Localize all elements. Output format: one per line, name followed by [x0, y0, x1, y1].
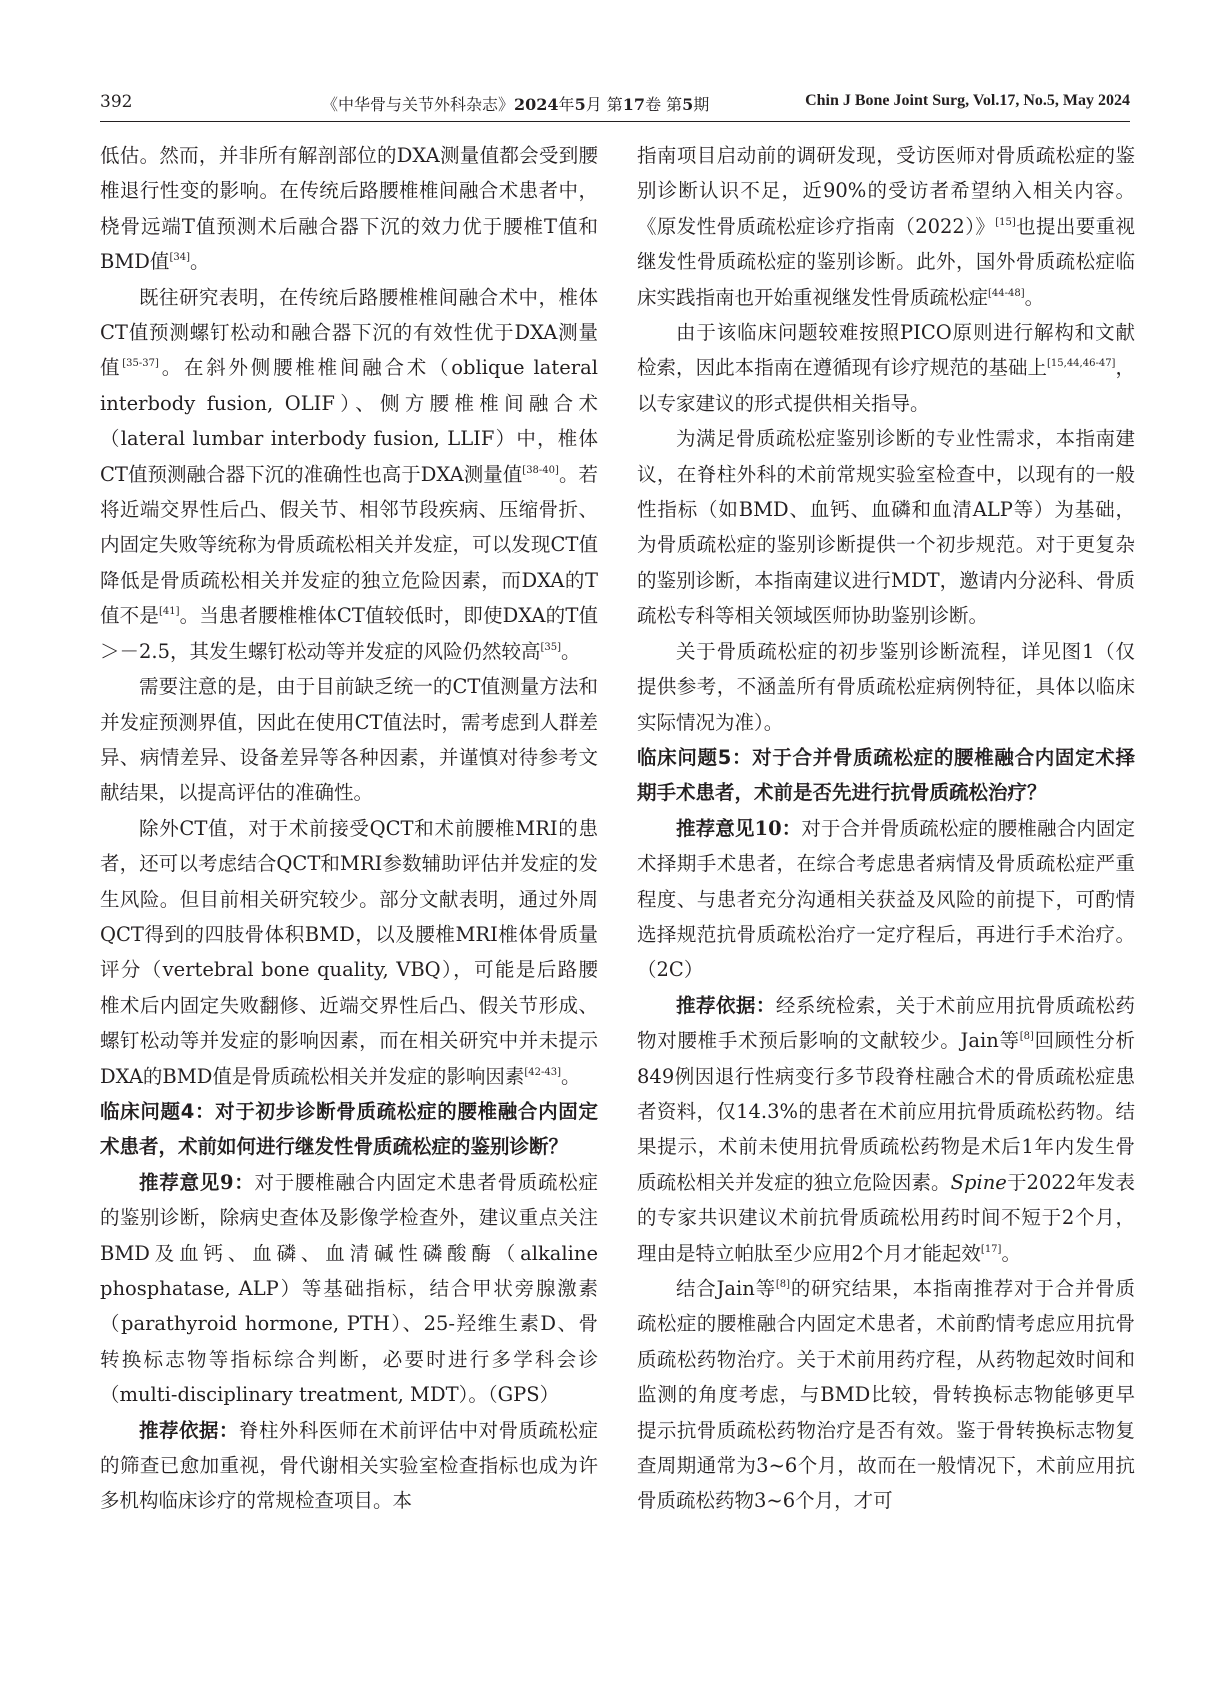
citation: [44-48] [988, 287, 1025, 299]
citation: [41] [158, 606, 180, 618]
citation: [17] [980, 1243, 1002, 1255]
recommendation-9: 推荐意见9：对于腰椎融合内固定术患者骨质疏松症的鉴别诊断，除病史查体及影像学检查外，建议重点关注BMD及血钙、血磷、血清碱性磷酸酶（alkaline phosphatase, ALP）等基础指标，结合甲状旁腺激素（parathyroid hormone, PTH）、25-羟维生素D、骨转换标志物等指标综合判断，必要时进行多学科会诊（multi-disciplinary treatment, MDT）。（GPS） [100, 1170, 598, 1407]
journal-citation-en: Chin J Bone Joint Surg, Vol.17, No.5, May 2024 [805, 92, 1130, 109]
citation: [35] [540, 641, 562, 653]
citation: [35-37] [122, 358, 159, 370]
recommendation-basis: 推荐依据：经系统检索，关于术前应用抗骨质疏松药物对腰椎手术预后影响的文献较少。Jain等[8]回顾性分析849例因退行性病变行多节段脊柱融合术的骨质疏松症患者资料，仅14.3%的患者在术前应用抗骨质疏松药物。结果提示，术前未使用抗骨质疏松药物是术后1年内发生骨质疏松相关并发症的独立危险因素。Spine于2022年发表的专家共识建议术前抗骨质疏松用药时间不短于2个月，理由是特立帕肽至少应用2个月才能起效[17]。 [637, 993, 1135, 1265]
citation: [34] [169, 252, 190, 264]
citation: [8] [775, 1279, 791, 1290]
citation: [8] [1019, 1031, 1034, 1043]
recommendation-basis: 推荐依据：脊柱外科医师在术前评估中对骨质疏松症的筛查已愈加重视，骨代谢相关实验室检查指标也成为许多机构临床诊疗的常规检查项目。本 [100, 1418, 598, 1513]
clinical-question-4-heading: 临床问题4：对于初步诊断骨质疏松症的腰椎融合内固定术患者，术前如何进行继发性骨质疏松症的鉴别诊断？ [100, 1099, 598, 1159]
recommendation-10: 推荐意见10：对于合并骨质疏松症的腰椎融合内固定术择期手术患者，在综合考虑患者病情及骨质疏松症严重程度、与患者充分沟通相关获益及风险的前提下，可酌情选择规范抗骨质疏松治疗一定疗程后，再进行手术治疗。（2C） [637, 816, 1135, 982]
journal-citation-cn: 《中华骨与关节外科杂志》2024年5月 第17卷 第5期 [322, 95, 710, 114]
clinical-question-5-heading: 临床问题5：对于合并骨质疏松症的腰椎融合内固定术择期手术患者，术前是否先进行抗骨质疏松治疗？ [637, 745, 1135, 805]
paragraph: 低估。然而，并非所有解剖部位的DXA测量值都会受到腰椎退行性变的影响。在传统后路腰椎椎间融合术患者中，桡骨远端T值预测术后融合器下沉的效力优于腰椎T值和BMD值[34]。 [100, 144, 598, 274]
citation: [42-43] [524, 1066, 561, 1078]
paragraph: 既往研究表明，在传统后路腰椎椎间融合术中，椎体CT值预测螺钉松动和融合器下沉的有效性优于DXA测量值[35-37]。在斜外侧腰椎椎间融合术（oblique lateral interbody fusion, OLIF）、侧方腰椎椎间融合术（lateral lumbar interbody fusion, LLIF）中，椎体CT值预测融合器下沉的准确性也高于DXA测量值[38-40]。若将近端交界性后凸、假关节、相邻节段疾病、压缩骨折、内固定失败等统称为骨质疏松相关并发症，可以发现CT值降低是骨质疏松相关并发症的独立危险因素，而DXA的T值不是[41]。当患者腰椎椎体CT值较低时，即使DXA的T值＞－2.5，其发生螺钉松动等并发症的风险仍然较高[35]。 [100, 285, 598, 663]
journal-name: Spine [950, 1170, 1007, 1194]
citation: [15,44,46-47] [1047, 358, 1116, 370]
paragraph: 指南项目启动前的调研发现，受访医师对骨质疏松症的鉴别诊断认识不足，近90%的受访者希望纳入相关内容。《原发性骨质疏松症诊疗指南（2022）》[15]也提出要重视继发性骨质疏松症的鉴别诊断。此外，国外骨质疏松症临床实践指南也开始重视继发性骨质疏松症[44-48]。 [637, 144, 1135, 309]
paragraph: 关于骨质疏松症的初步鉴别诊断流程，详见图1（仅提供参考，不涵盖所有骨质疏松症病例特征，具体以临床实际情况为准）。 [637, 639, 1135, 734]
citation: [38-40] [522, 464, 559, 476]
paragraph: 由于该临床问题较难按照PICO原则进行解构和文献检索，因此本指南在遵循现有诊疗规范的基础上[15,44,46-47]，以专家建议的形式提供相关指导。 [637, 321, 1135, 415]
paragraph: 除外CT值，对于术前接受QCT和术前腰椎MRI的患者，还可以考虑结合QCT和MRI参数辅助评估并发症的发生风险。但目前相关研究较少。部分文献表明，通过外周QCT得到的四肢骨体积BMD，以及腰椎MRI椎体骨质量评分（vertebral bone quality, VBQ），可能是后路腰椎术后内固定失败翻修、近端交界性后凸、假关节形成、螺钉松动等并发症的影响因素，而在相关研究中并未提示DXA的BMD值是骨质疏松相关并发症的影响因素[42-43]。 [100, 816, 598, 1088]
citation: [15] [995, 216, 1016, 228]
page-number: 392 [100, 92, 133, 112]
right-column [637, 138, 1135, 1519]
header-rule [100, 121, 1130, 122]
paragraph: 需要注意的是，由于目前缺乏统一的CT值测量方法和并发症预测界值，因此在使用CT值法时，需考虑到人群差异、病情差异、设备差异等各种因素，并谨慎对待参考文献结果，以提高评估的准确性。 [100, 675, 598, 805]
paragraph: 为满足骨质疏松症鉴别诊断的专业性需求，本指南建议，在脊柱外科的术前常规实验室检查中，以现有的一般性指标（如BMD、血钙、血磷和血清ALP等）为基础，为骨质疏松症的鉴别诊断提供一个初步规范。对于更复杂的鉴别诊断，本指南建议进行MDT，邀请内分泌科、骨质疏松专科等相关领域医师协助鉴别诊断。 [637, 427, 1135, 628]
paragraph: 结合Jain等[8]的研究结果，本指南推荐对于合并骨质疏松症的腰椎融合内固定术患者，术前酌情考虑应用抗骨质疏松药物治疗。关于术前用药疗程，从药物起效时间和监测的角度考虑，与BMD比较，骨转换标志物能够更早提示抗骨质疏松药物治疗是否有效。鉴于骨转换标志物复查周期通常为3~6个月，故而在一般情况下，术前应用抗骨质疏松药物3~6个月，才可 [637, 1277, 1135, 1513]
left-column [100, 138, 598, 1519]
running-header [100, 92, 1130, 122]
